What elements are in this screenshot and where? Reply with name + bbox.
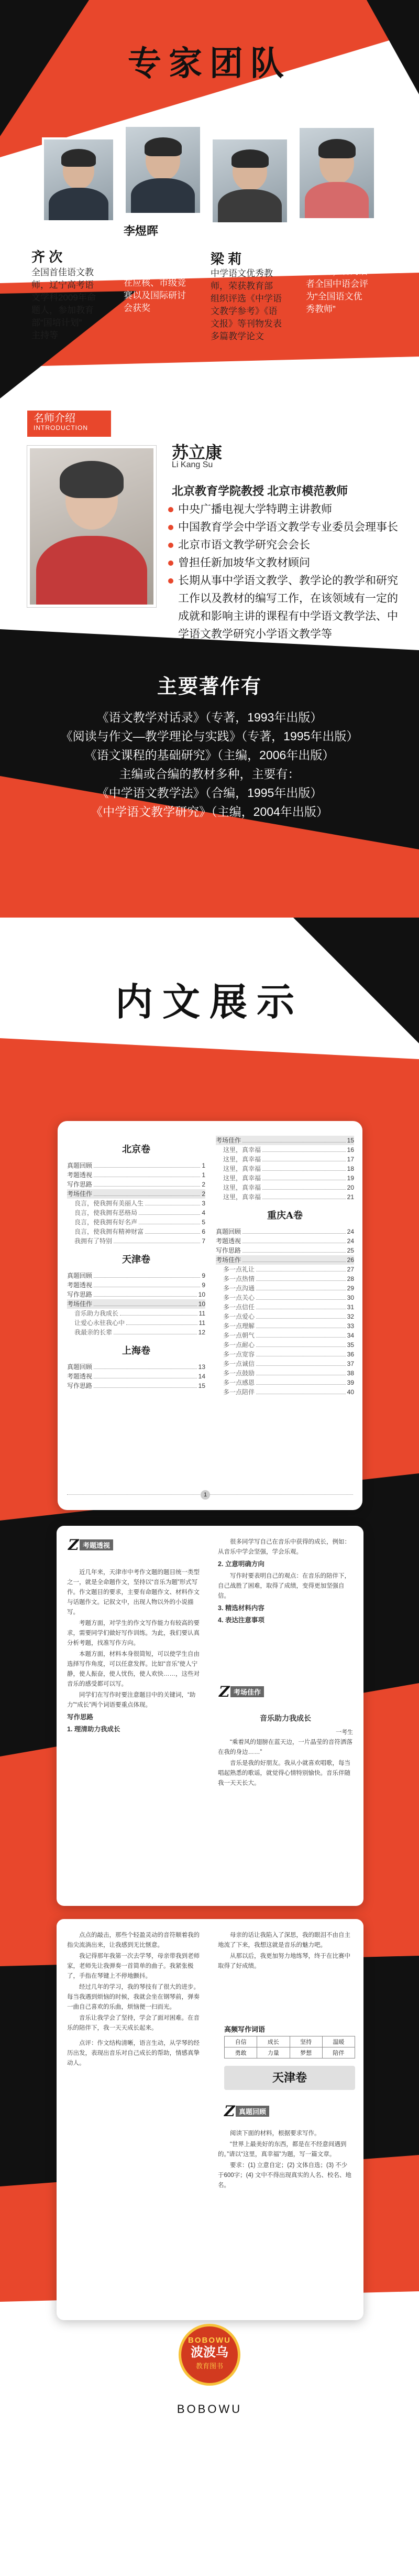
works-item: 《中学语文教学法》（合编，1995年出版） — [96, 786, 323, 800]
toc-leader-dots — [256, 1359, 346, 1366]
toc-entry-title: 让爱心永驻我心中 — [74, 1319, 125, 1327]
expert-name-zhang: 张建初 — [306, 234, 347, 250]
works-item: 《语文课程的基础研究》（主编，2006年出版） — [84, 748, 335, 762]
intro-bullet: 长期从事中学语文教学、教学论的教学和研究工作以及教材的编写工作，在该领域有一定的成就和影响主讲的课程有中学语文教学法、中学语文教学研究小学语文教学等 — [167, 572, 407, 643]
intro-tag-en: INTRODUCTION — [34, 424, 88, 432]
page1-left-text: 近几年来，天津市中考作文题的题目统一类型之一，就是全命题作文，坚持以“音乐为题”形式写作。作文题目的要求，主要有命题作文、材料作文与话题作文。记叙文中，出现人物以外的小说描写。 考题方面，对学生的作文写作能力有较高的要求，需要同学们做好写作训练。为此，我们要认真分析考题，找准写作方向。 本题方面，材料本身很简短，可以使学生自由选择写作角度，可以任意发挥。比如“音乐”使人宁静，使人振奋，使人忧伤，使人欢快……，这些对音乐的感受都可以写。 同学们在写作时要注意题目中的关键词，“助力”“成长”两个词语要重点体现。 写作思路 1. 理清助力我成长 — [67, 1568, 202, 1737]
toc-leader-dots — [139, 1208, 200, 1215]
toc-leader-dots — [242, 1136, 346, 1143]
toc-entry-title: 这里，真幸福 — [223, 1174, 261, 1182]
toc-entry-title: 多一点朝气 — [223, 1332, 255, 1339]
toc-leader-dots — [94, 1189, 200, 1196]
works-item: 《中学语文教学研究》（主编，2004年出版） — [91, 805, 328, 818]
toc-leader-dots — [242, 1246, 346, 1253]
toc-entry-page: 11 — [199, 1310, 205, 1317]
toc-sub-entry[interactable] — [67, 1217, 205, 1227]
expert-photo-liang — [211, 137, 289, 224]
expert-photo-qi — [42, 137, 115, 222]
intro-pinyin: Li Kang Su — [172, 460, 213, 469]
vocab-table: 高频写作词语 自信 成长 坚持 温暖 勇敢 力量 梦想 陪伴 — [224, 2024, 355, 2058]
brand-name: BOBOWU — [177, 2402, 242, 2416]
toc-sub-entry[interactable] — [216, 1312, 354, 1321]
toc-sub-entry[interactable] — [67, 1328, 205, 1337]
toc-entry-title: 多一点热情 — [223, 1275, 255, 1282]
page1-head: 写作思路 — [67, 1713, 94, 1721]
team-title: 专家团队 — [128, 44, 291, 83]
toc-entry-page: 19 — [347, 1174, 354, 1182]
toc-sub-entry[interactable] — [216, 1368, 354, 1378]
toc-entry-title: 我拥有了特别 — [74, 1237, 113, 1245]
toc-entry-page: 21 — [347, 1193, 354, 1201]
toc-entry-page: 13 — [198, 1363, 205, 1371]
page1-subhead: 1. 理清助力我成长 — [67, 1726, 120, 1733]
toc-entry-page: 24 — [347, 1237, 354, 1245]
book-spread-1 — [57, 1526, 363, 1906]
toc-sub-entry[interactable] — [216, 1265, 354, 1274]
toc-entry-page: 39 — [347, 1379, 354, 1386]
toc-leader-dots — [256, 1368, 346, 1375]
toc-entry-title: 真题回顾 — [67, 1363, 93, 1371]
toc-leader-dots — [262, 1145, 346, 1152]
toc-entry-page: 7 — [202, 1237, 205, 1245]
toc-leader-dots — [262, 1192, 346, 1199]
toc-entry-page: 11 — [199, 1319, 205, 1327]
toc-entry-title: 多一点鼓励 — [223, 1370, 255, 1377]
toc-entry-page: 2 — [202, 1190, 205, 1198]
toc-entry-title: 写作思路 — [216, 1247, 241, 1254]
toc-entry-page: 9 — [202, 1272, 205, 1279]
toc-entry-page: 36 — [347, 1351, 354, 1358]
expert-desc-liang: 中学语文优秀教 师，荣获教育部 组织评选《中学语 文教学参考》《语 文报》等刊物发表 多篇教学论文 — [211, 268, 282, 341]
toc-entry-title: 良言，使我拥有精神财富 — [74, 1228, 144, 1235]
works-title: 主要著作有 — [157, 676, 262, 698]
intro-title: 北京教育学院教授 北京市模范教师 — [172, 484, 348, 498]
works-item: 《阅读与作文—教学理论与实践》（专著，1995年出版） — [60, 729, 359, 743]
toc-sub-entry[interactable] — [67, 1318, 205, 1328]
toc-leader-dots — [256, 1284, 346, 1290]
page1-right-text: 很多同学写自己在音乐中获得的成长，例如：从音乐中学会坚强，学会乐观。 2. 立意明确方向 写作时要表明自己的观点：在音乐的陪伴下，自己战胜了困难，取得了成绩，变得更加坚强自信。 3. 精选材料内容 4. 表达注意事项 — [218, 1539, 350, 1624]
toc-entry-title: 真题回顾 — [216, 1228, 241, 1235]
toc-entry-title: 我最亲的长辈 — [74, 1329, 113, 1336]
intro-bullet: 曾担任新加坡华文教材顾问 — [167, 554, 407, 572]
toc-entry-title: 多一点诚信 — [223, 1360, 255, 1367]
toc-entry-title: 多一点宽容 — [223, 1351, 255, 1358]
expert-name-liang: 梁 莉 — [211, 251, 242, 267]
toc-sub-entry[interactable] — [216, 1359, 354, 1368]
section-tag-label: 考题透视 — [80, 1539, 113, 1550]
toc-entry[interactable] — [67, 1372, 205, 1381]
toc-footer — [58, 1489, 362, 1501]
toc-leader-dots — [262, 1183, 346, 1190]
tianjin-volume-banner: 天津卷 — [224, 2066, 355, 2090]
toc-sub-entry[interactable] — [216, 1183, 354, 1192]
works-list — [0, 708, 419, 821]
page2-question-text: 阅读下面的材料，根据要求写作。 “世界上最美好的东西，都是在不经意间遇到的。”请以“这里，真幸福”为题，写一篇文章。 要求：(1) 立意自定；(2) 文体自选；(3) 不少于600字；(4) 文中不得出现真实的人名、校名、地名。 — [218, 2130, 351, 2189]
toc-sub-entry[interactable] — [216, 1155, 354, 1164]
toc-entry-page: 20 — [347, 1184, 354, 1191]
intro-bullet: 中央广播电视大学特聘主讲教师 — [167, 501, 407, 519]
toc-entry-title: 这里，真幸福 — [223, 1165, 261, 1172]
toc-entry[interactable] — [67, 1381, 205, 1391]
toc-entry-page: 5 — [202, 1219, 205, 1226]
toc-sub-entry[interactable] — [216, 1284, 354, 1293]
toc-leader-dots — [256, 1378, 346, 1385]
toc-entry-page: 29 — [347, 1285, 354, 1292]
toc-entry-page: 9 — [202, 1281, 205, 1289]
toc-leader-dots — [256, 1331, 346, 1338]
toc-leader-dots — [242, 1236, 346, 1243]
toc-leader-dots — [262, 1155, 346, 1161]
toc-leader-dots — [256, 1265, 346, 1271]
toc-entry-page: 1 — [202, 1162, 205, 1169]
toc-sub-entry[interactable] — [216, 1378, 354, 1387]
expert-name-qi: 齐 次 — [31, 249, 63, 265]
toc-entry-title: 考场佳作 — [216, 1137, 241, 1144]
toc-entry-page: 15 — [347, 1137, 354, 1144]
toc-sub-entry[interactable] — [216, 1340, 354, 1350]
expert-photo-li — [124, 125, 202, 215]
works-item: 《语文教学对话录》（专著，1993年出版） — [96, 710, 323, 724]
toc-entry[interactable] — [67, 1180, 205, 1189]
toc-leader-dots — [94, 1299, 197, 1306]
toc-entry-page: 34 — [347, 1332, 354, 1339]
toc-leader-dots — [242, 1255, 346, 1262]
toc-entry[interactable] — [216, 1255, 354, 1265]
essay-author: 一考生 — [336, 1729, 353, 1736]
bobowu-logo: BOBOWU 波波乌 教育图书 — [179, 2324, 240, 2386]
toc-entry-title: 考题透视 — [67, 1281, 93, 1289]
toc-entry-page: 26 — [347, 1256, 354, 1264]
toc-leader-dots — [256, 1387, 346, 1394]
toc-entry[interactable] — [67, 1271, 205, 1280]
toc-entry-page: 27 — [347, 1266, 354, 1273]
toc-leader-dots — [94, 1290, 197, 1297]
toc-entry-title: 多一点礼让 — [223, 1266, 255, 1273]
toc-entry-title: 考题透视 — [216, 1237, 241, 1245]
toc-entry[interactable] — [67, 1170, 205, 1180]
toc-entry-page: 15 — [198, 1382, 205, 1389]
toc-entry-page: 4 — [202, 1209, 205, 1216]
toc-entry-page: 40 — [347, 1388, 354, 1396]
toc-sub-entry[interactable] — [216, 1331, 354, 1340]
toc-leader-dots — [94, 1280, 200, 1287]
toc-leader-dots — [114, 1328, 197, 1334]
toc-volume-heading: 北京卷 — [122, 1144, 150, 1155]
toc-entry-page: 37 — [347, 1360, 354, 1367]
toc-entry-page: 38 — [347, 1370, 354, 1377]
toc-sub-entry[interactable] — [216, 1293, 354, 1302]
toc-entry-title: 写作思路 — [67, 1382, 93, 1389]
su-likang-photo — [27, 446, 156, 607]
toc-sub-entry[interactable] — [216, 1387, 354, 1397]
content-title: 内文展示 — [115, 979, 304, 1024]
toc-sub-entry[interactable] — [216, 1173, 354, 1183]
toc-entry-title: 多一点信任 — [223, 1303, 255, 1311]
toc-entry-title: 多一点理解 — [223, 1322, 255, 1330]
section-tag-icon: Z 真题回顾 — [224, 2103, 235, 2120]
toc-leader-dots — [256, 1312, 346, 1319]
toc-entry-title: 这里，真幸福 — [223, 1184, 261, 1191]
toc-entry-title: 多一点耐心 — [223, 1341, 255, 1349]
toc-entry-title: 真题回顾 — [67, 1272, 93, 1279]
toc-leader-dots — [262, 1173, 346, 1180]
toc-leader-dots — [94, 1362, 197, 1369]
toc-column-left — [67, 1136, 205, 1391]
toc-entry-page: 24 — [347, 1228, 354, 1235]
toc-page-indicator: 1 — [201, 1490, 210, 1500]
toc-entry-page: 3 — [202, 1200, 205, 1207]
toc-sub-entry[interactable] — [67, 1227, 205, 1236]
intro-tag — [27, 411, 111, 437]
toc-sub-entry[interactable] — [216, 1321, 354, 1331]
toc-entry-page: 1 — [202, 1171, 205, 1179]
toc-entry-title: 多一点关心 — [223, 1294, 255, 1301]
toc-sub-entry[interactable] — [216, 1192, 354, 1202]
toc-entry-title: 多一点沟通 — [223, 1285, 255, 1292]
toc-entry-title: 真题回顾 — [67, 1162, 93, 1169]
expert-desc-zhang: 天津南开语文首 席教师，曾为后 者全国中语会评 为“全国语文优 秀教师” — [306, 254, 368, 314]
toc-entry-page: 25 — [347, 1247, 354, 1254]
section-tag-label: 考场佳作 — [230, 1686, 264, 1697]
toc-entry-page: 12 — [198, 1329, 205, 1336]
expert-desc-qi: 全国首佳语文教 师，辽宁高考语 文学科2009年命 题人，参加教育 部“国培计划” 主持等 — [31, 267, 96, 340]
toc-sub-entry[interactable] — [216, 1350, 354, 1359]
toc-entry-title: 考题透视 — [67, 1373, 93, 1380]
expert-name-li: 李煜晖 — [124, 224, 159, 238]
page2-right-text: 母亲的话让我陷入了深思，我的眼泪不由自主地流了下来，我想这就是音乐的魅力吧。 从那以后，我更加努力地练琴，终于在比赛中取得了好成绩。 — [218, 1932, 350, 1969]
toc-entry-title: 良言，使我拥有美丽人生 — [74, 1200, 144, 1207]
toc-leader-dots — [256, 1293, 346, 1300]
toc-volume-heading: 上海卷 — [122, 1345, 150, 1356]
toc-volume-heading: 天津卷 — [122, 1254, 150, 1265]
toc-entry[interactable] — [216, 1136, 354, 1145]
toc-entry[interactable] — [67, 1161, 205, 1170]
toc-leader-dots — [94, 1372, 197, 1378]
toc-entry-page: 30 — [347, 1294, 354, 1301]
section-tag-label: 真题回顾 — [236, 2106, 269, 2117]
toc-entry-title: 多一点感恩 — [223, 1379, 255, 1386]
toc-leader-dots — [120, 1309, 197, 1316]
toc-leader-dots — [94, 1161, 200, 1168]
toc-column-right — [216, 1136, 354, 1397]
toc-leader-dots — [94, 1180, 200, 1187]
toc-entry-title: 多一点陪伴 — [223, 1388, 255, 1396]
toc-entry-page: 10 — [198, 1291, 205, 1298]
toc-leader-dots — [114, 1236, 200, 1243]
toc-entry-title: 考题透视 — [67, 1171, 93, 1179]
toc-entry-title: 考场佳作 — [216, 1256, 241, 1264]
toc-entry-page: 35 — [347, 1341, 354, 1349]
toc-sub-entry[interactable] — [67, 1236, 205, 1246]
toc-entry-page: 33 — [347, 1322, 354, 1330]
toc-entry[interactable] — [216, 1246, 354, 1255]
toc-leader-dots — [256, 1350, 346, 1356]
toc-leader-dots — [94, 1381, 197, 1388]
toc-entry[interactable] — [216, 1236, 354, 1246]
vocab-head: 高频写作词语 — [224, 2025, 266, 2033]
toc-entry-page: 16 — [347, 1146, 354, 1154]
toc-volume-heading: 重庆A卷 — [267, 1210, 303, 1221]
toc-entry-title: 这里，真幸福 — [223, 1146, 261, 1154]
section-tag-icon: Z 考场佳作 — [219, 1683, 229, 1700]
toc-leader-dots — [139, 1217, 200, 1224]
toc-entry-page: 28 — [347, 1275, 354, 1282]
toc-entry-title: 良言，使我拥有恶格局 — [74, 1209, 138, 1216]
toc-leader-dots — [256, 1302, 346, 1309]
book-spread-2 — [57, 1919, 363, 2320]
toc-leader-dots — [94, 1170, 200, 1177]
intro-bullets — [167, 501, 407, 643]
toc-entry-title: 考场佳作 — [67, 1300, 93, 1308]
toc-sub-entry[interactable] — [216, 1145, 354, 1155]
toc-sub-entry[interactable] — [216, 1164, 354, 1173]
toc-entry[interactable] — [67, 1189, 205, 1199]
toc-entry-title: 良言，使我拥有好名声 — [74, 1219, 138, 1226]
intro-bullet: 北京市语文教学研究会会长 — [167, 536, 407, 554]
expert-desc-li: 在北京举办的教 学比赛中多次获 奖，十多篇论文 在应核、市级竞 赛以及国际研讨 会获奖 — [124, 240, 186, 313]
toc-sub-entry[interactable] — [216, 1274, 354, 1284]
works-item: 主编或合编的教材多种，主要有： — [119, 767, 300, 781]
toc-entry-page: 31 — [347, 1303, 354, 1311]
toc-sub-entry[interactable] — [67, 1208, 205, 1217]
toc-entry[interactable] — [67, 1290, 205, 1299]
toc-entry[interactable] — [216, 1227, 354, 1236]
page1-essay: 音乐助力我成长 一考生 “乘着风的翅膀在蓝天边，一片晶莹的音符洒落在我的身边……” 音乐是我的好朋友。我从小就喜欢唱歌，每当唱起熟悉的歌谣，就觉得心情特别愉快。音乐伴随我一天天长大。 — [218, 1714, 353, 1786]
toc-leader-dots — [262, 1164, 346, 1171]
toc-entry-title: 写作思路 — [67, 1181, 93, 1188]
toc-entry[interactable] — [67, 1362, 205, 1372]
toc-entry-page: 10 — [198, 1300, 205, 1308]
toc-entry[interactable] — [67, 1280, 205, 1290]
toc-entry-title: 音乐助力我成长 — [74, 1310, 119, 1317]
toc-entry-page: 6 — [202, 1228, 205, 1235]
toc-leader-dots — [145, 1199, 200, 1205]
essay-title: 音乐助力我成长 — [260, 1714, 311, 1722]
toc-entry-page: 17 — [347, 1156, 354, 1163]
intro-tag-label: 名师介绍 — [34, 413, 75, 424]
toc-leader-dots — [145, 1227, 200, 1234]
toc-leader-dots — [242, 1227, 346, 1234]
section-tag-icon: Z 考题透视 — [68, 1536, 79, 1554]
toc-entry[interactable] — [67, 1299, 205, 1309]
toc-entry-title: 多一点爱心 — [223, 1313, 255, 1320]
toc-entry-page: 14 — [198, 1373, 205, 1380]
toc-entry-page: 32 — [347, 1313, 354, 1320]
intro-name: 苏立康 — [172, 443, 223, 462]
toc-sub-entry[interactable] — [67, 1309, 205, 1318]
toc-sub-entry[interactable] — [216, 1302, 354, 1312]
toc-leader-dots — [94, 1271, 200, 1278]
toc-panel — [58, 1121, 362, 1510]
toc-leader-dots — [256, 1274, 346, 1281]
expert-photo-zhang — [297, 126, 376, 220]
toc-entry-page: 18 — [347, 1165, 354, 1172]
toc-leader-dots — [256, 1340, 346, 1347]
toc-entry-title: 写作思路 — [67, 1291, 93, 1298]
toc-leader-dots — [256, 1321, 346, 1328]
toc-entry-title: 这里，真幸福 — [223, 1156, 261, 1163]
intro-bullet: 中国教育学会中学语文教学专业委员会理事长 — [167, 519, 407, 536]
toc-entry-page: 2 — [202, 1181, 205, 1188]
toc-entry-title: 考场佳作 — [67, 1190, 93, 1198]
toc-sub-entry[interactable] — [67, 1199, 205, 1208]
toc-leader-dots — [126, 1318, 197, 1325]
toc-entry-title: 这里，真幸福 — [223, 1193, 261, 1201]
page2-left-text: 点点的敲击，那些个轻盈灵动的音符顺着我的指尖流淌出来，让我感到无比惬意。 我记得那年我第一次去学琴，母亲带我到老师家，老师先让我弹奏一首简单的曲子。我紧张极了，手指在琴键上不停地颤抖。 经过几年的学习，我的琴技有了很大的进步。每当我遇到烦恼的时候，我就会坐在钢琴前，弹奏一曲自己喜欢的乐曲，烦恼便一扫而光。 音乐让我学会了坚持，学会了面对困难。在音乐的陪伴下，我一天天成长起来。 点评：作文结构清晰，语言生动，从学琴的经历出发，表现出音乐对自己成长的帮助，情感真挚动人。 — [67, 1932, 200, 2066]
